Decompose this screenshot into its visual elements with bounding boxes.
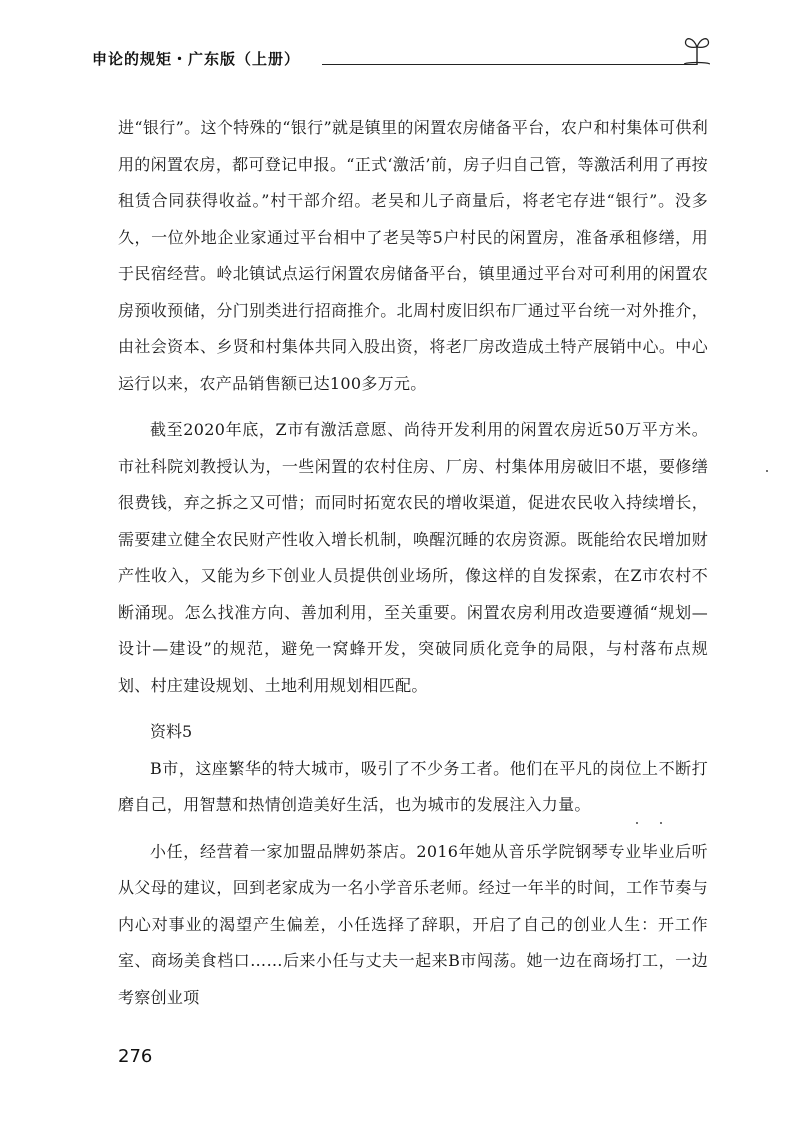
body-text [118,110,708,1016]
paragraph: 小任，经营着一家加盟品牌奶茶店。2016年她从音乐学院钢琴专业毕业后听从父母的建议，回到老家成为一名小学音乐老师。经过一年半的时间，工作节奏与内心对事业的渴望产生偏差，小任选择了辞职，开启了自己的创业人生：开工作室、商场美食档口……后来小任与丈夫一起来B市闯荡。她一边在商场打工，一边考察创业项 [118,841,708,1007]
paragraph: 截至2020年底，Z市有激活意愿、尚待开发利用的闲置农房近50万平方米。市社科院刘教授认为，一些闲置的农村住房、厂房、村集体用房破旧不堪，要修缮很费钱，弃之拆之又可惜；而同时拓宽农民的增收渠道，促进农民收入持续增长，需要建立健全农民财产性收入增长机制，唤醒沉睡的农房资源。既能给农民增加财产性收入，又能为乡下创业人员提供创业场所，像这样的自发探索，在Z市农村不断涌现。怎么找准方向、善加利用，至关重要。闲置农房利用改造要遵循“规划—设计—建设”的规范，避免一窝蜂开发，突破同质化竞争的局限，与村落布点规划、村庄建设规划、土地利用规划相匹配。 [118,420,708,695]
paragraph: B市，这座繁华的特大城市，吸引了不少务工者。他们在平凡的岗位上不断打磨自己，用智慧和热情创造美好生活，也为城市的发展注入力量。 [118,758,708,814]
running-header [92,46,712,76]
page-number: 276 [118,1046,153,1067]
sprout-icon [684,32,710,66]
header-rule [322,64,697,65]
paragraph-continuation: 进“银行”。这个特殊的“银行”就是镇里的闲置农房储备平台，农户和村集体可供利用的闲置农房，都可登记申报。“正式‘激活’前，房子归自己管，等激活利用了再按租赁合同获得收益。”村干部介绍。老吴和儿子商量后，将老宅存进“银行”。没多久，一位外地企业家通过平台相中了老吴等5户村民的闲置房，准备承租修缮，用于民宿经营。岭北镇试点运行闲置农房储备平台，镇里通过平台对可利用的闲置农房预收预储，分门别类进行招商推介。北周村废旧织布厂通过平台统一对外推介，由社会资本、乡贤和村集体共同入股出资，将老厂房改造成土特产展销中心。中心运行以来，农产品销售额已达100多万元。 [118,118,708,393]
header-title: 申论的规矩・广东版（上册） [92,50,301,68]
scan-speck [660,822,662,824]
scan-speck [636,822,638,824]
section-label: 资料5 [150,722,193,741]
scan-speck [766,470,768,472]
